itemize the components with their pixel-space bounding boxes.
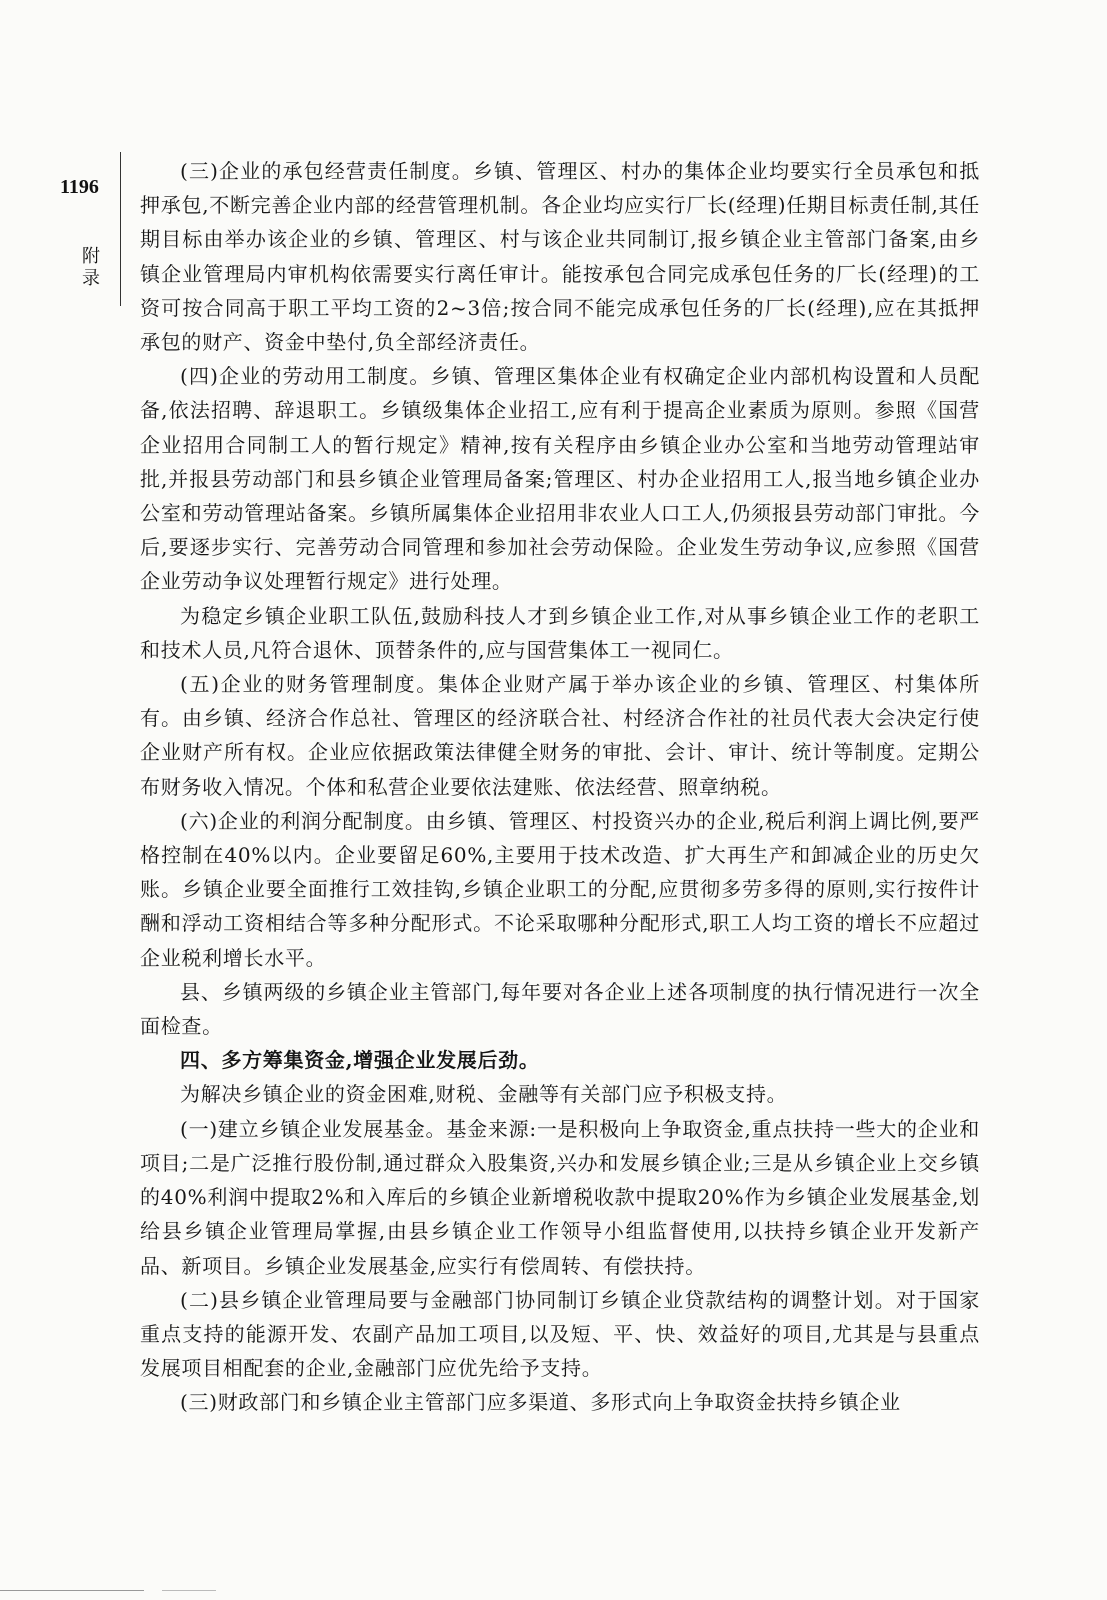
paragraph-profit-distribution: (六)企业的利润分配制度。由乡镇、管理区、村投资兴办的企业,税后利润上调比例,要严格控制在40%以内。企业要留足60%,主要用于技术改造、扩大再生产和卸减企业的历史欠账。乡镇企业要全面推行工效挂钩,乡镇企业职工的分配,应贯彻多劳多得的原则,实行按件计酬和浮动工资相结合等多种分配形式。不论采取哪种分配形式,职工人均工资的增长不应超过企业税利增长水平。: [140, 808, 980, 970]
paragraph-contract-responsibility: (三)企业的承包经营责任制度。乡镇、管理区、村办的集体企业均要实行全员承包和抵押承包,不断完善企业内部的经营管理机制。各企业均应实行厂长(经理)任期目标责任制,其任期目标由举办该企业的乡镇、管理区、村与该企业共同制订,报乡镇企业主管部门备案,由乡镇企业管理局内审机构依需要实行离任审计。能按承包合同完成承包任务的厂长(经理)的工资可按合同高于职工平均工资的2~3倍;按合同不能完成承包任务的厂长(经理),应在其抵押承包的财产、资金中垫付,负全部经济责任。: [140, 159, 980, 355]
paragraph-financial-management: (五)企业的财务管理制度。集体企业财产属于举办该企业的乡镇、管理区、村集体所有。由乡镇、经济合作总社、管理区的经济联合社、村经济合作社的社员代表大会决定行使企业财产所有权。企业应依据政策法律健全财务的审批、会计、审计、统计等制度。定期公布财务收入情况。个体和私营企业要依法建账、依法经营、照章纳税。: [140, 672, 980, 799]
paragraph-finance-departments: (三)财政部门和乡镇企业主管部门应多渠道、多形式向上争取资金扶持乡镇企业: [180, 1390, 901, 1415]
paragraph-development-fund: (一)建立乡镇企业发展基金。基金来源:一是积极向上争取资金,重点扶持一些大的企业和项目;二是广泛推行股份制,通过群众入股集资,兴办和发展乡镇企业;三是从乡镇企业上交乡镇的40%利润中提取2%和入库后的乡镇企业新增税收款中提取20%作为乡镇企业发展基金,划给县乡镇企业管理局掌握,由县乡镇企业工作领导小组监督使用,以扶持乡镇企业开发新产品、新项目。乡镇企业发展基金,应实行有偿周转、有偿扶持。: [140, 1116, 980, 1278]
section-side-label: 附录: [82, 246, 100, 289]
paragraph-staff-stability: 为稳定乡镇企业职工队伍,鼓励科技人才到乡镇企业工作,对从事乡镇企业工作的老职工和技术人员,凡符合退休、顶替条件的,应与国营集体工一视同仁。: [140, 603, 980, 662]
document-body: [140, 154, 980, 1420]
page-number: 1196: [60, 176, 99, 198]
paragraph-loan-structure: (二)县乡镇企业管理局要与金融部门协同制订乡镇企业贷款结构的调整计划。对于国家重点支持的能源开发、农副产品加工项目,以及短、平、快、效益好的项目,尤其是与县重点发展项目相配套的企业,金融部门应优先给予支持。: [140, 1287, 980, 1381]
paragraph-annual-inspection: 县、乡镇两级的乡镇企业主管部门,每年要对各企业上述各项制度的执行情况进行一次全面检查。: [140, 979, 980, 1039]
margin-rule: [120, 152, 121, 306]
section-heading-funding: 四、多方筹集资金,增强企业发展后劲。: [180, 1048, 540, 1073]
paragraph-labor-employment: (四)企业的劳动用工制度。乡镇、管理区集体企业有权确定企业内部机构设置和人员配备,依法招聘、辞退职工。乡镇级集体企业招工,应有利于提高企业素质为原则。参照《国营企业招用合同制工人的暂行规定》精神,按有关程序由乡镇企业办公室和当地劳动管理站审批,并报县劳动部门和县乡镇企业管理局备案;管理区、村办企业招用工人,报当地乡镇企业办公室和劳动管理站备案。乡镇所属集体企业招用非农业人口工人,仍须报县劳动部门审批。今后,要逐步实行、完善劳动合同管理和参加社会劳动保险。企业发生劳动争议,应参照《国营企业劳动争议处理暂行规定》进行处理。: [140, 364, 980, 594]
paragraph-funding-support: 为解决乡镇企业的资金困难,财税、金融等有关部门应予积极支持。: [180, 1082, 788, 1107]
scan-edge-noise: [0, 1590, 360, 1591]
